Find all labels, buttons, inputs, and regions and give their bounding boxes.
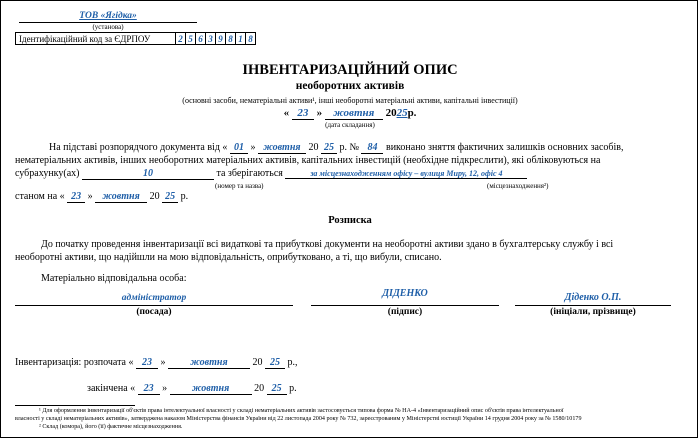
as-of-label: станом на «	[15, 191, 65, 202]
edrpou-digit: 6	[196, 33, 206, 45]
order-day: 01	[230, 142, 248, 154]
storage-label: та зберігаються	[216, 168, 283, 179]
date-year-prefix: 20	[385, 107, 397, 119]
as-of-year: 25	[162, 191, 178, 203]
date-suffix: р.	[407, 107, 417, 119]
position-line	[15, 305, 293, 306]
signature-value: ДІДЕНКО	[382, 288, 428, 299]
as-of-suffix: р.	[180, 191, 189, 202]
started-year-prefix: 20	[252, 357, 263, 368]
ended-day: 23	[138, 383, 160, 395]
date-caption: (дата складання)	[325, 121, 375, 129]
storage-location: за місцезнаходженням офісу – вулиця Миру, 12, офіс 4	[285, 169, 527, 179]
signature-line	[311, 305, 499, 306]
org-caption: (установа)	[92, 23, 124, 31]
signature-field	[311, 288, 499, 299]
order-year: 25	[321, 142, 337, 154]
inventory-ended-line	[87, 383, 297, 395]
as-of-month: жовтня	[95, 191, 147, 203]
location-caption: (місцезнаходження²)	[487, 182, 549, 190]
started-month: жовтня	[168, 357, 250, 369]
compilation-date	[1, 107, 699, 120]
ended-year: 25	[267, 383, 287, 395]
footnote-1-line1: ¹ Для оформлення інвентаризації об'єктів права інтелектуальної власності у складі нематеріальних активів застосовується типова форма № НА-4 «Інвентаризаційний опис об'єктів права інтелектуальної	[39, 408, 564, 414]
document-subtitle: необоротних активів	[295, 80, 405, 92]
subaccount-label: субрахунку(ах)	[15, 168, 80, 179]
date-day: 23	[292, 107, 314, 120]
started-suffix: р.,	[287, 357, 298, 368]
edrpou-digit: 8	[246, 33, 256, 45]
started-day: 23	[136, 357, 158, 369]
edrpou-label: Ідентифікаційний код за ЄДРПОУ	[16, 33, 176, 45]
edrpou-digit: 8	[226, 33, 236, 45]
edrpou-row	[15, 32, 256, 45]
inventory-started-line	[15, 357, 298, 369]
ended-year-prefix: 20	[254, 383, 265, 394]
subaccount-value: 10	[82, 168, 214, 180]
signature-caption: (підпис)	[387, 307, 423, 317]
document-title: ІНВЕНТАРИЗАЦІЙНИЙ ОПИС	[242, 62, 458, 78]
number-caption: (номер та назва)	[215, 182, 264, 190]
as-of-quote-close: »	[87, 191, 93, 202]
assets-line: нематеріальних активів, інших необоротних матеріальних активів, капітальних інвестицій (необхідне підкреслити), які обліковуються на	[15, 155, 601, 166]
receipt-text-line2: необоротні активи, що надійшли на мою відповідальність, оприбутковано, а ті, що вибули, списано.	[15, 252, 442, 263]
started-label: Інвентаризація: розпочата «	[15, 357, 134, 368]
name-value: Діденко О.П.	[564, 292, 622, 303]
position-field	[15, 293, 293, 303]
receipt-heading: Розписка	[328, 215, 372, 226]
position-value: адміністратор	[121, 293, 187, 303]
order-number-label: р. №	[339, 142, 359, 153]
date-year: 25	[396, 107, 408, 119]
started-year: 25	[265, 357, 285, 369]
order-line	[49, 142, 624, 154]
edrpou-table	[15, 32, 256, 45]
receipt-text-line1: До початку проведення інвентаризації всі видаткові та прибуткові документи на необоротні активи здано в бухгалтерську службу і всі	[41, 239, 614, 250]
order-quote-close: »	[250, 142, 256, 153]
edrpou-digit: 1	[236, 33, 246, 45]
position-caption: (посада)	[136, 307, 172, 317]
ended-quote-close: »	[162, 383, 168, 394]
as-of-day: 23	[67, 191, 85, 203]
ended-month: жовтня	[170, 383, 252, 395]
footnote-1-line2: власності у складі нематеріальних активів», затверджена наказом Міністерства фінансів України від 22 листопада 2004 року № 732, зареєстрованим у Міністерстві юстиції України 14 грудня 2004 року за № 1580/10179	[15, 416, 582, 422]
order-text-start: На підставі розпорядчого документа від «	[49, 142, 228, 153]
name-line	[515, 305, 671, 306]
footnote-2: ² Склад (комора), його (її) фактичне місцезнаходження.	[39, 424, 183, 430]
order-text-end: виконано зняття фактичних залишків основних засобів,	[385, 142, 624, 153]
started-quote-close: »	[160, 357, 166, 368]
org-name: ТОВ «Ягідка»	[79, 11, 137, 21]
edrpou-digit: 5	[186, 33, 196, 45]
as-of-year-prefix: 20	[149, 191, 160, 202]
title-note: (основні засоби, нематеріальні активи¹, інші необоротні матеріальні активи, капітальні інвестиції)	[182, 96, 518, 105]
name-field	[515, 292, 671, 303]
date-quote-close: »	[316, 107, 323, 119]
date-month: жовтня	[325, 107, 383, 120]
edrpou-digit: 9	[216, 33, 226, 45]
as-of-line	[15, 191, 188, 203]
order-month: жовтня	[258, 142, 306, 154]
footnote-divider	[15, 405, 135, 406]
subaccount-line	[15, 168, 527, 180]
date-quote-open: «	[283, 107, 290, 119]
edrpou-digit: 3	[206, 33, 216, 45]
responsible-label: Матеріально відповідальна особа:	[41, 273, 187, 284]
ended-suffix: р.	[289, 383, 297, 394]
org-name-field	[19, 11, 197, 21]
edrpou-digit: 2	[176, 33, 186, 45]
order-year-prefix: 20	[308, 142, 319, 153]
order-number: 84	[361, 142, 383, 154]
ended-label: закінчена «	[87, 383, 136, 394]
name-caption: (ініціали, прізвище)	[550, 307, 636, 317]
